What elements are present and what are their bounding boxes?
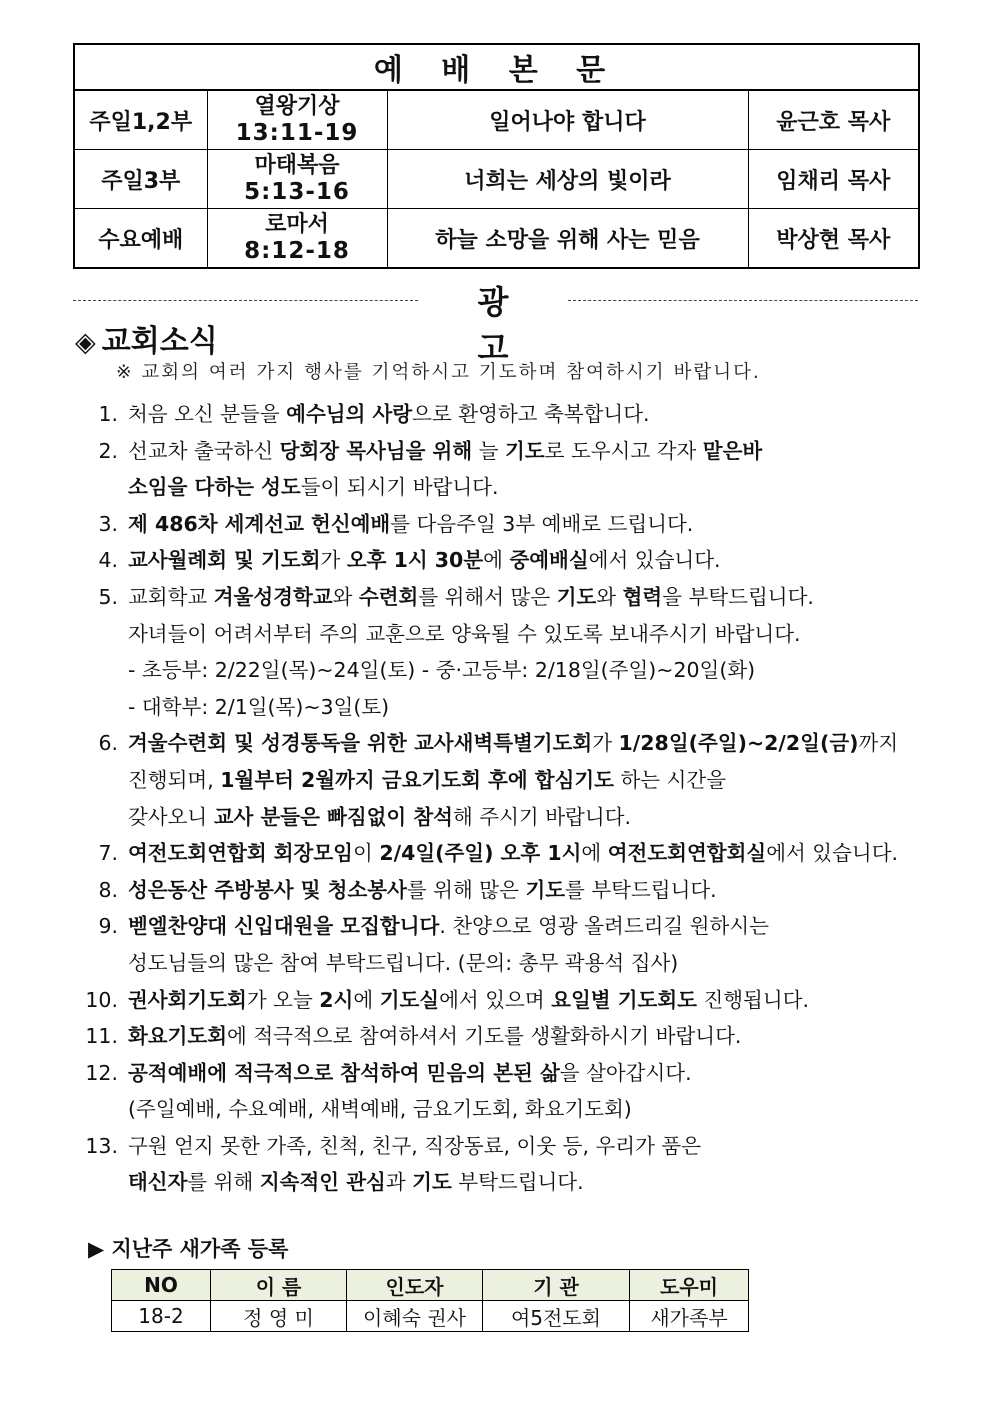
item-line — [116, 835, 898, 872]
item-line — [116, 1018, 741, 1055]
item-number: 7. — [98, 841, 118, 866]
text-segment: 에 — [483, 548, 510, 573]
text-segment: (주일예배, 수요예배, 새벽예배, 금요기도회, 화요기도회) — [128, 1097, 632, 1122]
text-segment: 화요기도회 — [128, 1024, 228, 1049]
item-number: 8. — [98, 877, 118, 902]
item-line — [116, 506, 693, 543]
preacher: 박상현 목사 — [748, 209, 919, 269]
table-row — [112, 1301, 749, 1332]
text-segment: 과 — [385, 1170, 413, 1195]
passage-book: 로마서 — [265, 212, 329, 237]
text-segment: 와 — [596, 584, 623, 609]
list-item — [72, 506, 932, 543]
text-segment: 권사회기도회 — [128, 987, 247, 1012]
text-segment: 구원 얻지 못한 가족, 친척, 친구, 직장동료, 이웃 등, 우리가 품은 — [128, 1133, 702, 1158]
sermon-topic: 너희는 세상의 빛이라 — [387, 150, 748, 209]
text-segment: 예수님의 사랑 — [286, 402, 413, 426]
text-segment: 교회학교 — [128, 584, 214, 609]
table-header-row — [112, 1270, 749, 1301]
passage — [207, 209, 387, 269]
column-header: 인도자 — [347, 1270, 483, 1301]
item-number: 13. — [85, 1133, 118, 1158]
text-segment: 성은동산 주방봉사 및 청소봉사 — [128, 877, 407, 902]
list-item — [72, 579, 932, 725]
text-segment: 소임을 다하는 성도 — [128, 475, 301, 500]
announcement-title: 광 고 — [477, 283, 549, 367]
preacher: 임채리 목사 — [748, 150, 919, 209]
sermon-title: 예 배 본 문 — [74, 44, 919, 90]
text-segment: 여전도회연합회실 — [607, 841, 767, 866]
text-segment: 맡은바 — [702, 438, 763, 463]
announcement-list — [72, 396, 932, 1201]
item-line — [116, 616, 814, 653]
list-item — [72, 872, 932, 909]
list-item — [72, 1018, 932, 1055]
text-segment: 에 — [353, 987, 380, 1012]
text-segment: 중예배실 — [509, 548, 589, 573]
item-line — [116, 689, 814, 726]
text-segment: 겨울성경학교 — [213, 584, 333, 609]
text-segment: 오후 1시 30분 — [346, 548, 484, 573]
text-segment: 겨울수련회 및 성경통독을 위한 교사새벽특별기도회 — [128, 731, 593, 756]
table-cell: 정 영 미 — [211, 1301, 347, 1332]
text-segment: 에 적극적으로 참여하셔서 기도를 생활화하시기 바랍니다. — [227, 1024, 742, 1049]
item-line — [116, 982, 809, 1019]
item-line — [116, 762, 898, 799]
text-segment: 가 오늘 — [246, 987, 320, 1012]
list-item — [72, 982, 932, 1019]
item-number: 1. — [98, 402, 118, 426]
text-segment: - 대학부: 2/1일(목)~3일(토) — [128, 694, 390, 719]
item-line — [116, 652, 814, 689]
list-item — [72, 908, 932, 981]
item-line — [116, 1055, 692, 1092]
list-item — [72, 1128, 932, 1201]
text-segment: 1/28일(주일)~2/2일(금) — [618, 731, 859, 756]
text-segment: 기도 — [556, 584, 597, 609]
text-segment: 공적예배에 적극적으로 참석하여 믿음의 본된 삶 — [128, 1060, 560, 1085]
item-line — [116, 469, 762, 506]
item-line — [116, 433, 762, 470]
item-number: 3. — [98, 511, 118, 536]
sermon-table — [73, 43, 920, 269]
diamond-bullet-icon: ◈ — [75, 327, 96, 358]
item-line — [116, 725, 898, 762]
item-number: 5. — [98, 584, 118, 609]
sermon-topic: 일어나야 합니다 — [387, 90, 748, 150]
text-segment: 가 — [320, 548, 347, 573]
passage — [207, 150, 387, 209]
text-segment: 를 부탁드립니다. — [565, 877, 717, 902]
item-number: 2. — [98, 438, 118, 463]
text-segment: 에서 있으며 — [439, 987, 552, 1012]
text-segment: 들이 되시기 바랍니다. — [300, 475, 499, 500]
news-note: ※ 교회의 여러 가지 행사를 기억하시고 기도하며 참여하시기 바랍니다. — [116, 362, 761, 383]
passage — [207, 90, 387, 150]
text-segment: 태신자 — [128, 1170, 188, 1195]
list-item — [72, 433, 932, 506]
text-segment: 선교차 출국하신 — [128, 438, 280, 463]
item-number: 4. — [98, 548, 118, 573]
text-segment: 으로 환영하고 축복합니다. — [412, 402, 650, 426]
list-item — [72, 835, 932, 872]
list-item — [72, 396, 932, 433]
table-row — [74, 150, 919, 209]
text-segment: 기도 — [505, 438, 545, 463]
text-segment: 늘 — [472, 438, 506, 463]
text-segment: 2/4일(주일) 오후 1시 — [379, 841, 582, 866]
item-line — [116, 396, 650, 433]
text-segment: 가 — [592, 731, 619, 756]
text-segment: 기도 — [525, 877, 566, 902]
item-line — [116, 579, 814, 616]
text-segment: 수련회 — [358, 584, 419, 609]
text-segment: 를 위해 — [187, 1170, 260, 1195]
text-segment: 교사월례회 및 기도회 — [128, 548, 321, 573]
passage-ref: 13:11-19 — [235, 120, 359, 146]
item-line — [116, 799, 898, 836]
text-segment: 벧엘찬양대 신입대원을 모집합니다 — [128, 914, 440, 939]
item-line — [116, 908, 769, 945]
text-segment: 자녀들이 어려서부터 주의 교훈으로 양육될 수 있도록 보내주시기 바랍니다. — [128, 621, 801, 646]
text-segment: 2시 — [319, 987, 354, 1012]
new-family-table — [111, 1269, 749, 1332]
text-segment: 로 도우시고 각자 — [544, 438, 703, 463]
preacher: 윤근호 목사 — [748, 90, 919, 150]
item-number: 9. — [98, 914, 118, 939]
table-cell: 18-2 — [112, 1301, 211, 1332]
text-segment: 를 위해 많은 — [406, 877, 526, 902]
text-segment: 기도실 — [379, 987, 440, 1012]
text-segment: 이 — [352, 841, 380, 866]
text-segment: 을 살아갑시다. — [559, 1060, 692, 1085]
item-line — [116, 1128, 701, 1165]
text-segment: 여전도회연합회 회장모임 — [128, 841, 353, 866]
text-segment: 지속적인 관심 — [259, 1170, 386, 1195]
item-number: 11. — [85, 1024, 118, 1049]
list-item — [72, 542, 932, 579]
text-segment: - 초등부: 2/22일(목)~24일(토) - 중·고등부: 2/18일(주일)~20일(화) — [128, 658, 756, 683]
item-line — [116, 1091, 692, 1128]
text-segment: 해 주시기 바랍니다. — [452, 804, 631, 829]
text-segment: 1월부터 2월까지 금요기도회 후에 합심기도 — [220, 767, 614, 792]
column-header: 기 관 — [483, 1270, 630, 1301]
news-heading-text: 교회소식 — [101, 324, 218, 359]
text-segment: 을 부탁드립니다. — [662, 584, 814, 609]
text-segment: 에서 있습니다. — [766, 841, 899, 866]
news-heading — [75, 316, 218, 360]
item-number: 10. — [85, 987, 118, 1012]
text-segment: 진행되며, — [128, 767, 221, 792]
new-family-heading: ▶ 지난주 새가족 등록 — [88, 1237, 289, 1261]
service-name: 주일1,2부 — [74, 90, 207, 150]
text-segment: 처음 오신 분들을 — [128, 402, 287, 426]
text-segment: 를 다음주일 3부 예배로 드립니다. — [390, 511, 694, 536]
text-segment: 당회장 목사님을 위해 — [279, 438, 473, 463]
table-row — [74, 90, 919, 150]
text-segment: 까지 — [858, 731, 899, 756]
text-segment: 진행됩니다. — [696, 987, 809, 1012]
item-line — [116, 542, 721, 579]
passage-book: 마태복음 — [254, 153, 340, 178]
dashed-line — [73, 300, 418, 301]
item-line — [116, 945, 769, 982]
item-number: 6. — [98, 731, 118, 756]
service-name: 수요예배 — [74, 209, 207, 269]
passage-ref: 5:13-16 — [244, 179, 350, 205]
text-segment: 에 — [581, 841, 608, 866]
table-cell: 이혜숙 권사 — [347, 1301, 483, 1332]
text-segment: . 찬양으로 영광 올려드리길 원하시는 — [439, 914, 769, 939]
column-header: 도우미 — [630, 1270, 749, 1301]
item-number: 12. — [85, 1060, 118, 1085]
list-item — [72, 725, 932, 835]
table-row — [74, 209, 919, 269]
text-segment: 를 위해서 많은 — [418, 584, 557, 609]
text-segment: 기도 — [412, 1170, 452, 1195]
text-segment: 교사 분들은 빠짐없이 참석 — [213, 804, 453, 829]
column-header: NO — [112, 1270, 211, 1301]
dashed-line — [568, 300, 918, 301]
text-segment: 협력 — [622, 584, 663, 609]
text-segment: 와 — [332, 584, 359, 609]
text-segment: 부탁드립니다. — [451, 1170, 584, 1195]
text-segment: 하는 시간을 — [613, 767, 727, 792]
item-line — [116, 872, 717, 909]
text-segment: 에서 있습니다. — [588, 548, 721, 573]
table-cell: 새가족부 — [630, 1301, 749, 1332]
text-segment: 제 486차 세계선교 헌신예배 — [128, 511, 391, 536]
column-header: 이 름 — [211, 1270, 347, 1301]
service-name: 주일3부 — [74, 150, 207, 209]
table-cell: 여5전도회 — [483, 1301, 630, 1332]
sermon-topic: 하늘 소망을 위해 사는 믿음 — [387, 209, 748, 269]
text-segment: 성도님들의 많은 참여 부탁드립니다. (문의: 총무 곽용석 집사) — [128, 950, 679, 975]
passage-ref: 8:12-18 — [244, 238, 350, 264]
list-item — [72, 1055, 932, 1128]
text-segment: 갖사오니 — [128, 804, 214, 829]
passage-book: 열왕기상 — [254, 94, 340, 119]
item-line — [116, 1164, 701, 1201]
text-segment: 요일별 기도회도 — [551, 987, 697, 1012]
